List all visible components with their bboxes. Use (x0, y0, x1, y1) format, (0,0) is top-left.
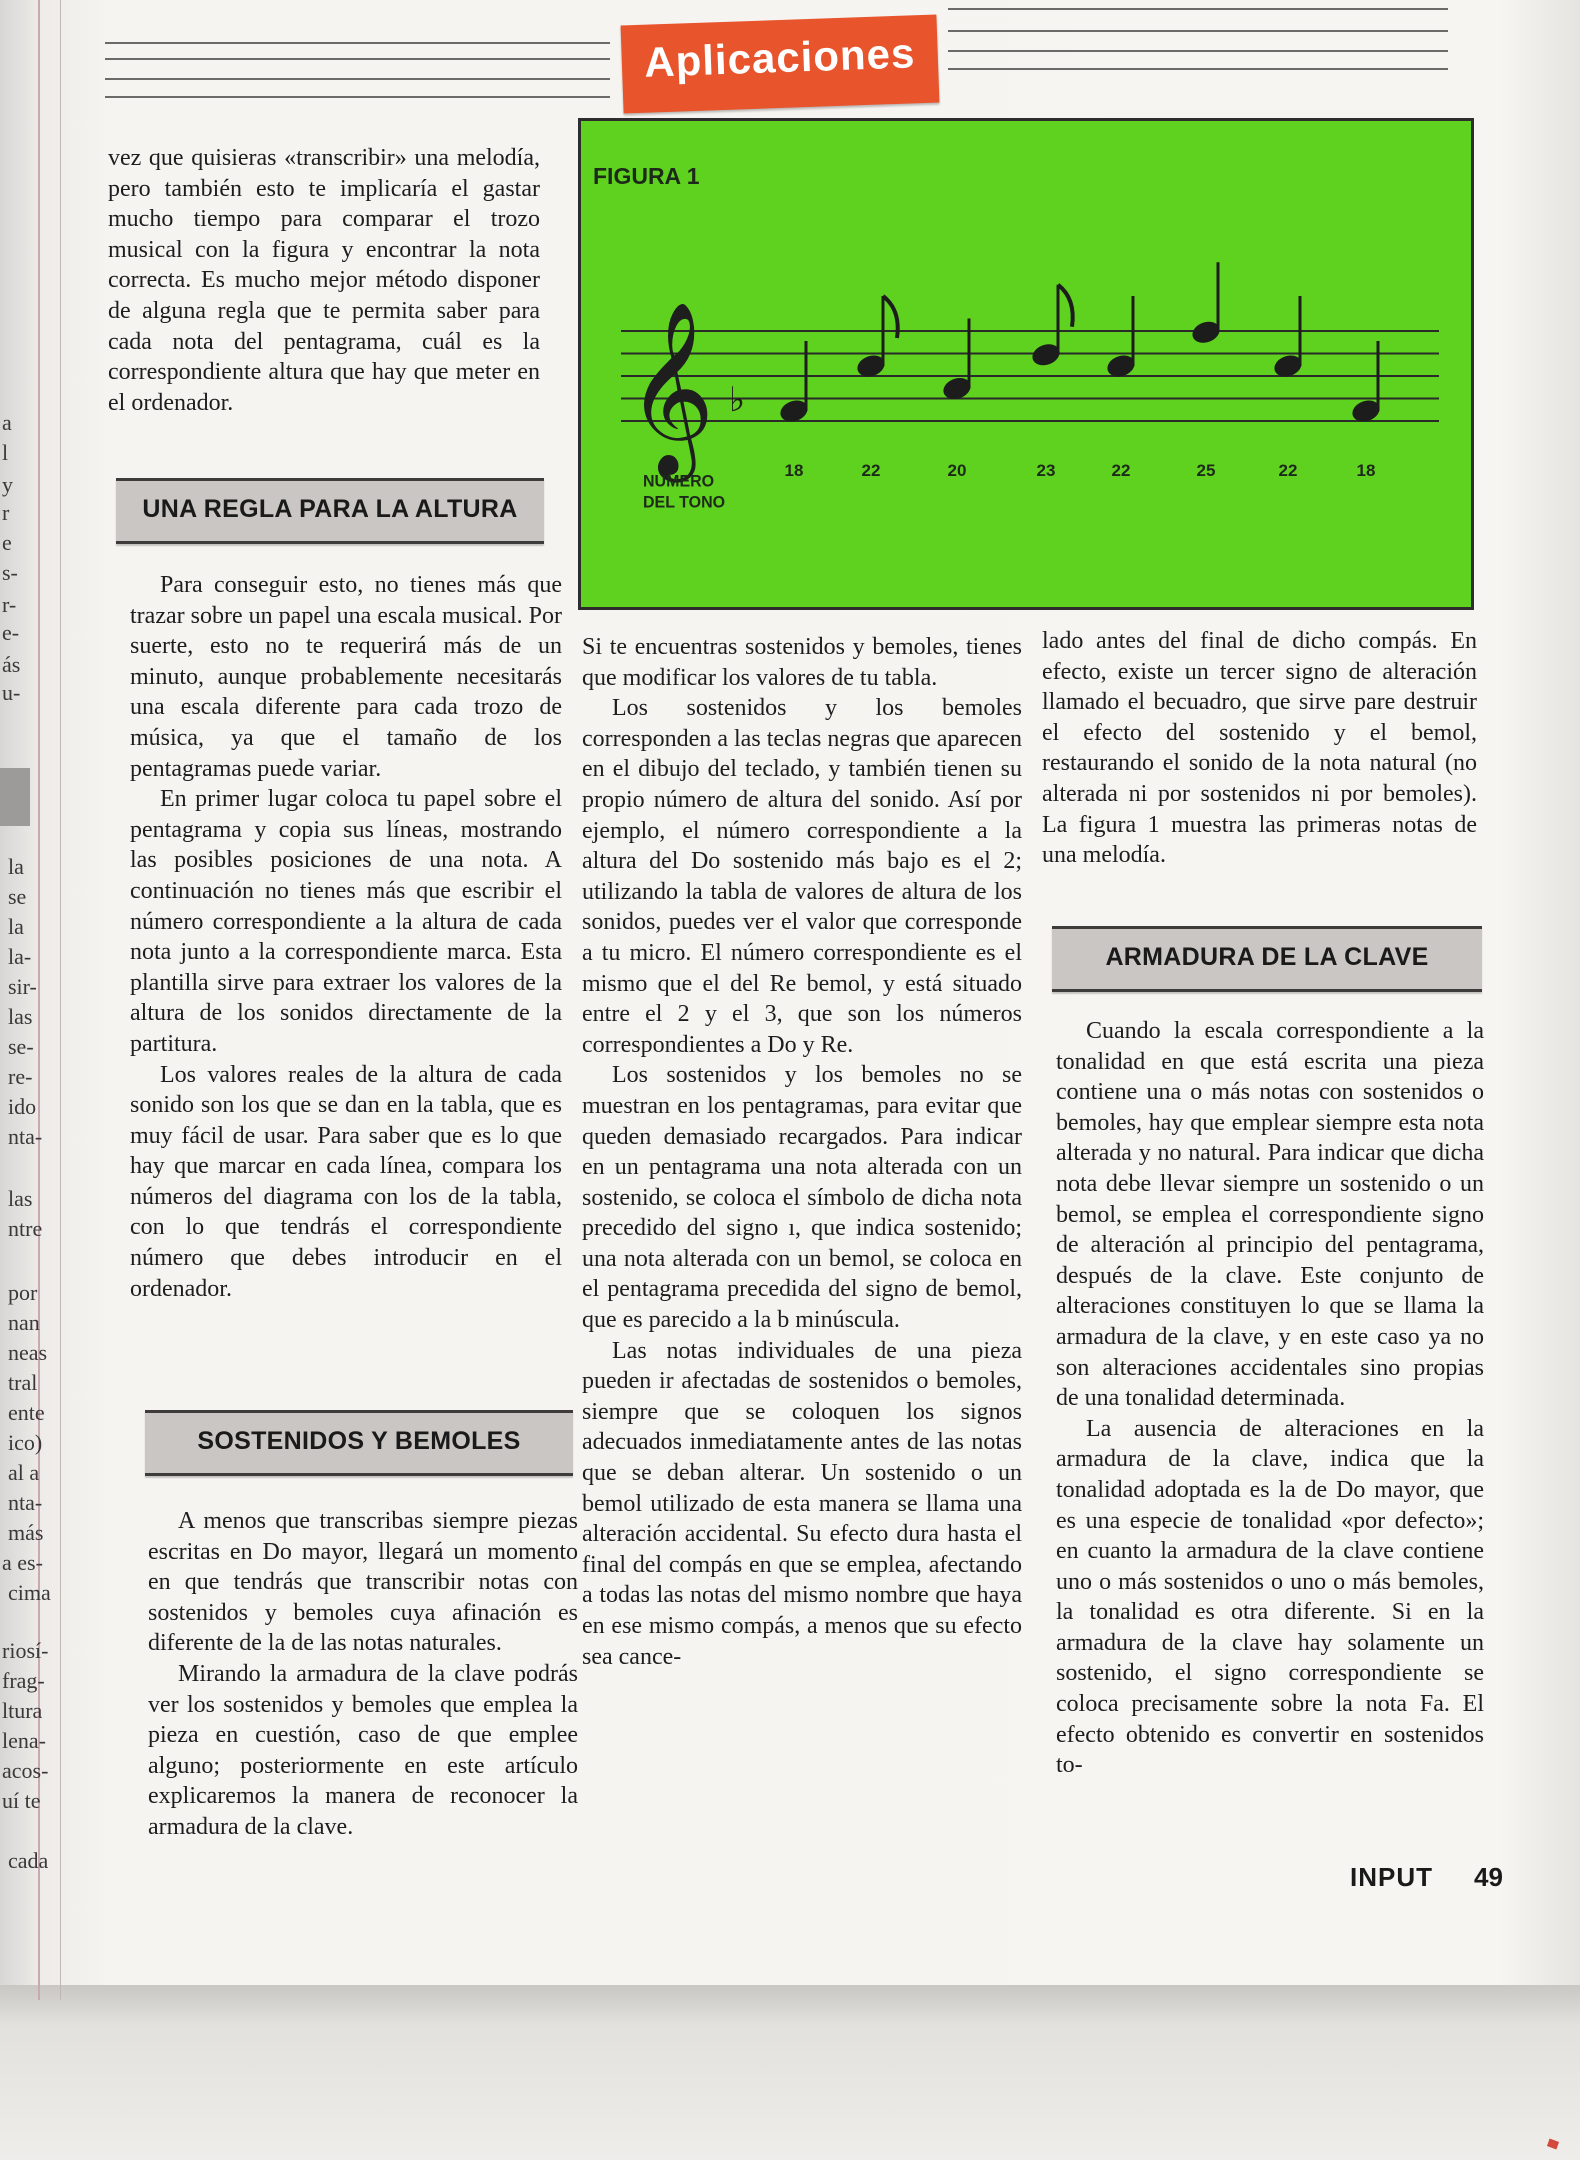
column-1-body-2 (148, 1506, 578, 1843)
margin-fragment: se (8, 884, 27, 909)
paragraph: A menos que transcribas siempre piezas escritas en Do mayor, llegará un momento en que tendrás que transcribir notas con sostenidos y bemoles cuya afinación es diferente de la de las notas naturales. (148, 1508, 578, 1657)
paragraph: Si te encuentras sostenidos y bemoles, tienes que modificar los valores de tu tabla. (582, 634, 1022, 691)
margin-fragment: nta- (8, 1490, 43, 1515)
spine-line (60, 0, 61, 2000)
tone-number: 22 (1111, 461, 1131, 480)
column-3-body (1056, 1016, 1484, 1781)
margin-fragment: s- (2, 560, 18, 585)
paragraph: Para conseguir esto, no tienes más que trazar sobre un papel una escala musical. Por suerte, esto no te requerirá más de un minuto, aunque probablemente necesitarás una escala diferente para cada trozo de música, ya que el tamaño de los pentagramas puede variar. (130, 572, 562, 782)
paragraph: Los valores reales de la altura de cada sonido son los que se dan en la tabla, que es muy fácil de usar. Para saber que es lo que hay que marcar en cada línea, compara los números del diagrama con los de la tabla, con lo que tendrás el correspondiente número que debes introducir en el ordenador. (130, 1061, 562, 1302)
margin-fragment: a (2, 410, 12, 435)
tone-number: 20 (947, 461, 967, 480)
margin-fragment: frag- (2, 1668, 45, 1693)
margin-fragment: más (8, 1520, 44, 1545)
section-tab (621, 15, 940, 114)
margin-fragment: r- (2, 592, 17, 617)
header-rule (948, 8, 1448, 10)
column-1-intro (108, 143, 540, 418)
tone-number: 25 (1196, 461, 1216, 480)
header-rule (948, 68, 1448, 70)
margin-fragment: la- (8, 944, 32, 969)
margin-fragment: cada (8, 1848, 49, 1873)
paragraph: Cuando la escala correspondiente a la tonalidad en que está escrita una pieza contiene una o más notas con sostenidos o bemoles, hay que emplear siempre esta nota alterada y no natural. Para indicar que dicha nota debe llevar siempre un sostenido o un bemol, se emplea el correspondiente signo de alteración al principio del pentagrama, después de la clave. Este conjunto de alteraciones constituyen lo que se llama la armadura de la clave, y en este caso ya no son alteraciones accidentales sino propias de una tonalidad determinada. (1056, 1018, 1484, 1412)
margin-fragment: r (2, 500, 10, 525)
margin-fragment: tral (8, 1370, 38, 1395)
margin-fragment: ntre (8, 1216, 43, 1241)
tone-number: 18 (1356, 461, 1376, 480)
margin-fragment: la (8, 914, 24, 939)
paragraph: En primer lugar coloca tu papel sobre el pentagrama y copia sus líneas, mostrando las posibles posiciones de una nota. A continuación no tienes más que escribir el número correspondiente a la altura de cada nota junto a la correspondiente marca. Esta plantilla sirve para extraer los valores de la altura de los sonidos directamente de la partitura. (130, 786, 562, 1057)
section-heading (145, 1410, 573, 1476)
heading-text: UNA REGLA PARA LA ALTURA (142, 495, 518, 523)
margin-fragment: re- (8, 1064, 33, 1089)
margin-fragment: e- (2, 620, 20, 645)
margin-fragment: nan (8, 1310, 40, 1335)
header-rule (105, 96, 610, 98)
margin-fragment: la (8, 854, 24, 879)
paragraph: vez que quisieras «transcribir» una melodía, pero también esto te implicaría el gastar mucho tiempo para comparar el trozo musical con la figura y encontrar la nota correcta. Es mucho mejor método disponer de alguna regla que te permita saber para cada nota del pentagrama, cuál es la correspondiente altura que hay que meter en el ordenador. (108, 145, 540, 416)
margin-fragment: l (2, 440, 9, 465)
paragraph: Los sostenidos y los bemoles corresponden a las teclas negras que aparecen en el dibujo del teclado, y también tienen su propio número de altura del sonido. Así por ejemplo, el número correspondiente a la altura del Do sostenido más bajo es el 2; utilizando la tabla de valores de altura de los sonidos, puedes ver el valor que corresponde a tu micro. El número correspondiente es el mismo que el del Re bemol, y está situado entre el 2 y el 3, que son los números correspondientes a Do y Re. (582, 695, 1022, 1058)
heading-text: ARMADURA DE LA CLAVE (1105, 943, 1429, 971)
margin-fragment: ico) (8, 1430, 43, 1455)
paragraph: La ausencia de alteraciones en la armadura de la clave, indica que la tonalidad adoptada es la de Do mayor, que es una especie de tonalidad «por defecto»; en cuanto la armadura de la clave contiene uno o más sostenidos o uno o más bemoles, la tonalidad es otra diferente. Si en la armadura de la clave hay solamente un sostenido, el signo correspondiente se coloca precisamente sobre la nota Fa. El efecto obtenido es convertir en sostenidos to- (1056, 1415, 1484, 1779)
column-3-intro (1042, 626, 1477, 871)
footer-brand: INPUT (1350, 1862, 1433, 1892)
margin-fragment: neas (8, 1340, 48, 1365)
header-rule (948, 30, 1448, 32)
margin-fragment: lena- (2, 1728, 46, 1753)
paragraph: Los sostenidos y los bemoles no se muestran en los pentagramas, para evitar que queden demasiado recargados. Para indicar en un pentagrama una nota alterada con un sostenido, se coloca el símbolo de dicha nota precedido del signo ı, que indica sostenido; una nota alterada con un bemol, se coloca en el pentagrama precedida del signo de bemol, que es parecido a la b minúscula. (582, 1062, 1022, 1334)
note-flag (1058, 285, 1073, 327)
margin-fragment: cima (8, 1580, 51, 1605)
header-rule (105, 78, 610, 80)
margin-fragment: nta- (8, 1124, 43, 1149)
figure-title: FIGURA 1 (593, 163, 700, 189)
label-line: NUMERO (643, 473, 715, 491)
section-heading (116, 478, 544, 544)
margin-fragment: al a (8, 1460, 40, 1485)
header-rule (105, 42, 610, 44)
tone-number: 22 (1278, 461, 1298, 480)
tone-number: 22 (861, 461, 881, 480)
margin-fragment: se- (8, 1034, 34, 1059)
margin-fragment: sir- (8, 974, 37, 999)
paragraph: lado antes del final de dicho compás. En efecto, existe un tercer signo de alteración llamado el becuadro, que sirve pare destruir el efecto del sostenido y el bemol, restaurando el sonido de la nota natural (no alterada ni por sostenidos ni por bemoles). La figura 1 muestra las primeras notas de una melodía. (1042, 628, 1477, 869)
margin-fragment: ente (8, 1400, 45, 1425)
section-label: Aplicaciones (643, 29, 917, 86)
paragraph: Mirando la armadura de la clave podrás ver los sostenidos y bemoles que emplea la pieza en cuestión, caso de que emplee alguno; posteriormente en este artículo explicaremos la manera de reconocer la armadura de la clave. (148, 1660, 578, 1840)
paragraph: Las notas individuales de una pieza pueden ir afectadas de sostenidos o bemoles, siempre que se coloquen los signos adecuados inmediatamente antes de las notas que se deban alterar. Un sostenido o un bemol utilizado de esta manera se llama una alteración accidental. Su efecto dura hasta el final del compás en que se emplea, afectando a todas las notas del mismo nombre que haya en ese mismo compás, a menos que su efecto sea cance- (582, 1337, 1022, 1670)
figure-1 (578, 118, 1474, 610)
header-rule (948, 50, 1448, 52)
margin-fragment: las (8, 1186, 33, 1211)
figure-axis-label (643, 472, 725, 514)
margin-fragment: uí te (2, 1788, 41, 1813)
treble-clef-icon: 𝄞 (626, 301, 715, 475)
margin-fragment: a es- (2, 1550, 43, 1575)
margin-fragment: riosí- (2, 1638, 49, 1663)
flat-sign-icon: ♭ (729, 380, 746, 420)
music-staff (581, 121, 1471, 607)
tone-number: 23 (1036, 461, 1056, 480)
margin-fragment: ido (8, 1094, 37, 1119)
page-bottom-shadow (0, 1985, 1580, 2160)
margin-fragment: e (2, 530, 12, 555)
heading-text: SOSTENIDOS Y BEMOLES (197, 1427, 521, 1455)
section-heading (1052, 926, 1482, 992)
label-line: DEL TONO (643, 494, 726, 512)
facing-page-box (0, 768, 30, 826)
margin-fragment: ás (2, 652, 21, 677)
margin-fragment: por (8, 1280, 38, 1305)
header-rule (105, 58, 610, 60)
margin-fragment: u- (2, 680, 21, 705)
margin-fragment: acos- (2, 1758, 49, 1783)
margin-fragment: las (8, 1004, 33, 1029)
page-number: 49 (1474, 1862, 1503, 1892)
column-2-body (582, 632, 1022, 1672)
margin-fragment: y (2, 472, 13, 497)
tone-number: 18 (784, 461, 804, 480)
column-1-body (130, 570, 562, 1304)
margin-fragment: ltura (2, 1698, 43, 1723)
